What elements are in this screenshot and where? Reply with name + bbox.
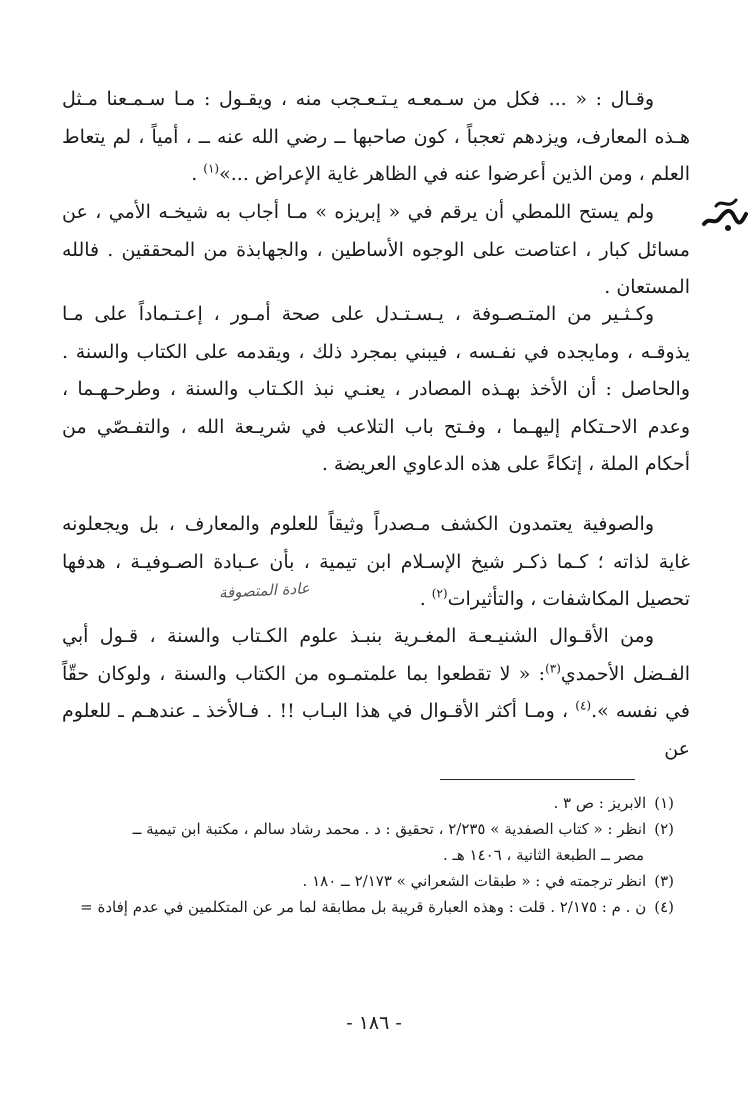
body-text [62, 506, 690, 619]
footnote-3: (٣)انظر ترجمته في : « طبقات الشعراني » ٢/١٧٣ ــ ١٨٠ . [302, 872, 674, 890]
footnote-ref-4[interactable]: (٤) [575, 698, 592, 713]
body-text [62, 194, 690, 307]
footnote-ref-2[interactable]: (٢) [431, 586, 448, 601]
footnote-2: (٢)انظر : « كتاب الصفدية » ٢/٢٣٥ ، تحقيق : د . محمد رشاد سالم ، مكتبة ابن تيمية ــ [132, 820, 674, 838]
footnote-2-continuation: مصر ــ الطبعة الثانية ، ١٤٠٦ هـ . [442, 846, 644, 864]
paragraph-4: والصوفية يعتمدون الكشف مـصدراً وثيقاً للعلوم والمعارف ، بل ويجعلونه غاية لذاته ؛ كـما ذكـر شيخ الإسـلام ابن تيمية ، بأن عـبادة الصـوفيـة ، هدفها تحصيل المكاشفات ، والتأثيرات$^{(٢)}$ . [62, 513, 690, 610]
margin-scribble-mark [700, 186, 748, 236]
paragraph-2: ولم يستح اللمطي أن يرقم في « إبريزه » مـا أجاب به شيخـه الأمي ، عن مسائل كبار ، اعتاصت على الوجوه الأساطين ، والجهابذة من المحققين . فالله المستعان . [62, 201, 690, 298]
paragraph-5: ومن الأقـوال الشنيـعـة المغـرية بنبـذ علوم الكـتاب والسنة ، قـول أبي الفـضل الأحمدي$^{(٣)}$: « لا تقطعوا بما علمتمـوه من الكتاب والسنة ، ولوكان حقّاً في نفسه ».$^{(٤)}$ ، ومـا أكثر الأقـوال في هذا البـاب !! . فـالأخذ ـ عندهـم ـ للعلوم عن [62, 625, 691, 760]
footnote-ref-1[interactable]: (١) [203, 161, 220, 176]
footnote-4: (٤)ن . م : ٢/١٧٥ . قلت : وهذه العبارة قريبة بل مطابقة لما مر عن المتكلمين في عدم إفادة = [80, 898, 674, 916]
paragraph-1: وقـال : « ... فكل من سـمعـه يـتـعـجب منه ، ويقـول : مـا سـمـعنا مـثل هـذه المعارف، ويزدهم تعجباً ، كون صاحبها ــ رضي الله عنه ــ ، أمياً ، لم يتعاط العلم ، ومن الذين أعرضوا عنه في الظاهر غاية الإعراض ...»$^{(١)}$ . [62, 88, 690, 185]
body-text [62, 618, 690, 768]
paragraph-3: وكـثـير من المتـصـوفة ، يـسـتـدل على صحة أمـور ، إعـتـماداً على مـا يذوقـه ، ومايجده في نفـسه ، فيبني بمجرد ذلك ، ويقدمه على الكتاب والسنة . والحاصل : أن الأخذ بهـذه المصادر ، يعنـي نبذ الكـتاب والسنة ، وطرحـهـما ، وعدم الاحـتكام إليهـما ، وفـتح باب التلاعب في شريـعة الله ، والتفـصّي من أحكام الملة ، إتكاءً على هذه الدعاوي العريضة . [62, 303, 690, 475]
footnotes-section [62, 790, 674, 920]
footnote-1: (١)الابريز : ص ٣ . [553, 794, 674, 812]
body-text [62, 296, 690, 484]
body-text [62, 81, 690, 194]
footnote-divider [440, 779, 635, 780]
handwritten-note-text: عادة المتصوفة [218, 579, 311, 602]
page-number: - ١٨٦ - [346, 1012, 402, 1034]
handwritten-margin-note [199, 579, 310, 615]
footnote-ref-3[interactable]: (٣) [545, 661, 561, 676]
